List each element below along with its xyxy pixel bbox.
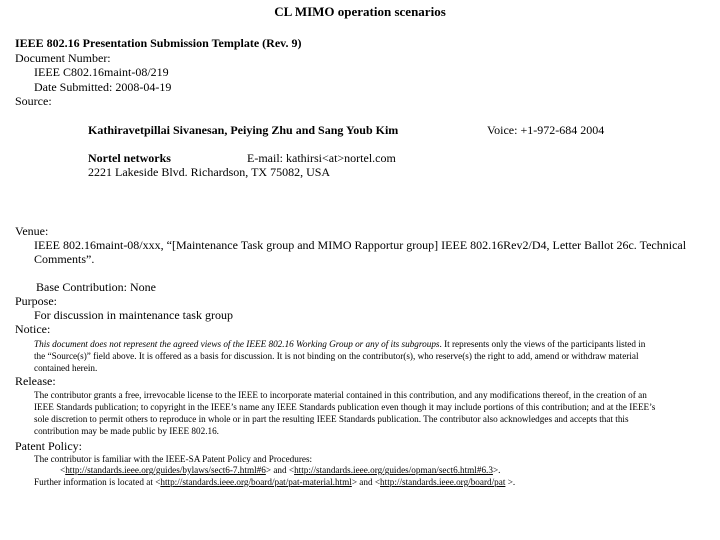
patent-l2-open: < — [60, 465, 66, 475]
venue-line-2: Comments”. — [34, 252, 95, 266]
patent-label: Patent Policy: — [15, 439, 82, 453]
source-label: Source: — [15, 94, 52, 108]
base-contribution: Base Contribution: None — [36, 280, 156, 294]
organization: Nortel networks — [88, 151, 171, 165]
notice-label: Notice: — [15, 322, 51, 336]
purpose-text: For discussion in maintenance task group — [34, 308, 233, 322]
notice-line-3: contained herein. — [34, 363, 98, 373]
patent-line-3 — [34, 476, 515, 489]
opman-link[interactable]: http://standards.ieee.org/guides/opman/sect6.html#6.3 — [294, 465, 493, 475]
patent-l3-mid: > and < — [351, 477, 381, 487]
venue-line-1: IEEE 802.16maint-08/xxx, “[Maintenance Task group and MIMO Rapportur group] IEEE 802.16Rev2/D4, Letter Ballot 26c. Technical — [34, 238, 687, 252]
template-name: IEEE 802.16 Presentation Submission Template (Rev. 9) — [15, 36, 302, 50]
authors: Kathiravetpillai Sivanesan, Peiying Zhu and Sang Youb Kim — [88, 123, 399, 137]
patent-l2-mid: > and < — [265, 465, 295, 475]
notice-line-2: the “Source(s)” field above. It is offered as a basis for discussion. It is not binding on the contributor(s), who reserve(s) the right to add, amend or withdraw material — [34, 351, 639, 361]
date-submitted: Date Submitted: 2008-04-19 — [34, 80, 172, 94]
release-line-1: The contributor grants a free, irrevocable license to the IEEE to incorporate material contained in this contribution, and any modifications thereof, in the creation of an — [34, 390, 647, 400]
purpose-label: Purpose: — [15, 294, 57, 308]
patent-line-2 — [60, 464, 500, 477]
doc-number: IEEE C802.16maint-08/219 — [34, 65, 169, 79]
patent-l3-close: >. — [505, 477, 516, 487]
email: E-mail: kathirsi<at>nortel.com — [247, 151, 396, 165]
venue-label: Venue: — [15, 224, 49, 238]
notice-italic: This document does not represent the agreed views of the IEEE 802.16 Working Group or any of its subgroups — [34, 339, 440, 349]
address: 2221 Lakeside Blvd. Richardson, TX 75082, USA — [88, 165, 331, 179]
doc-number-label: Document Number: — [15, 51, 111, 65]
patent-line-1: The contributor is familiar with the IEEE-SA Patent Policy and Procedures: — [34, 454, 313, 464]
release-line-4: contribution may be made public by IEEE 802.16. — [34, 426, 219, 436]
pat-board-link[interactable]: http://standards.ieee.org/board/pat — [380, 477, 506, 487]
page-title: CL MIMO operation scenarios — [274, 4, 446, 19]
notice-rest: . It represents only the views of the participants listed in — [439, 339, 646, 349]
pat-material-link[interactable]: http://standards.ieee.org/board/pat/pat-material.html — [160, 477, 352, 487]
release-line-2: IEEE Standards publication; to copyright in the IEEE’s name any IEEE Standards publication even though it may include portions of this contribution; and at the IEEE’s — [34, 402, 656, 412]
release-label: Release: — [15, 374, 56, 388]
bylaws-link[interactable]: http://standards.ieee.org/guides/bylaws/sect6-7.html#6 — [65, 465, 266, 475]
notice-line-1 — [34, 338, 645, 351]
patent-l2-close: >. — [492, 465, 501, 475]
release-line-3: sole discretion to permit others to reproduce in whole or in part the resulting IEEE Standards publication. The contributor also acknowledges and accepts that this — [34, 414, 629, 424]
voice: Voice: +1-972-684 2004 — [487, 123, 605, 137]
patent-l3-prefix: Further information is located at < — [34, 477, 161, 487]
